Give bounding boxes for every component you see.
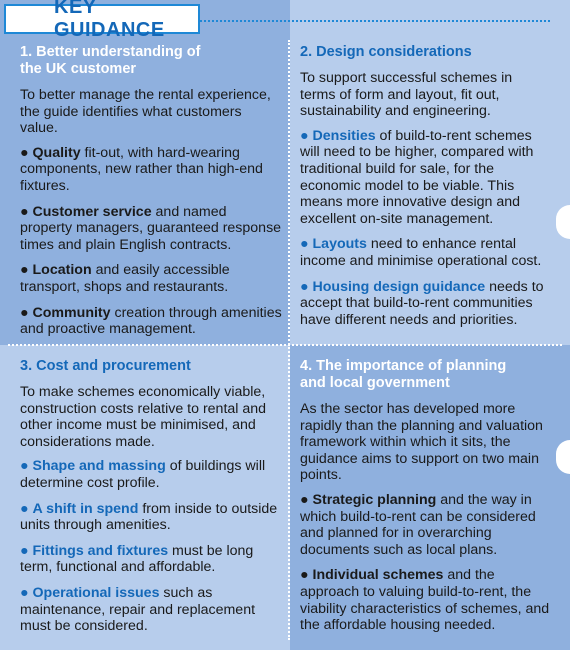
bullet-item: ● Fittings and fixtures must be long term, functional and affordable. [20,542,254,576]
bullet-item: ● Shape and massing of buildings will determine cost profile. [20,458,266,491]
bullet-item: ● Strategic planning and the way in which build-to-rent can be considered and planned for in overarching documents such as local plans. [300,491,536,558]
bullet-item: ● Layouts need to enhance rental income and minimise operational cost. [300,236,542,269]
header-dotted-rule [200,20,550,22]
section-planning [300,358,550,643]
section-design [300,44,550,337]
bullet-item: ● Operational issues such as maintenance, repair and replacement must be considered. [20,584,256,635]
vertical-divider [288,40,290,640]
section-intro: To better manage the rental experience, the guide identifies what customers value. [20,87,271,137]
section-title: 2. Design considerations [300,44,472,60]
section-cost [20,358,282,644]
bullet-item: ● Densities of build-to-rent schemes will need to be higher, compared with traditional build for sale, for the economic model to be viable. This means more innovative design and excellent on-site management. [300,127,534,227]
bullet-item: ● A shift in spend from inside to outside units through amenities. [20,500,278,534]
header-tab [4,0,200,41]
section-intro: As the sector has developed more rapidly than the planning and valuation framework within which it sits, the guidance aims to support on two main points. [300,401,543,484]
section-customer [20,44,282,347]
bullet-item: ● Housing design guidance needs to accept that build-to-rent communities have different needs and priorities. [300,278,544,328]
section-title: 1. Better understanding of the UK customer [20,44,201,77]
bullet-item: ● Quality fit-out, with hard-wearing components, new rather than high-end fixtures. [20,144,263,194]
bullet-item: ● Individual schemes and the approach to valuing build-to-rent, the viability characteristics of schemes, and the affordable housing needed. [300,567,550,634]
bullet-item: ● Customer service and named property managers, guaranteed response times and plain English contracts. [20,203,282,253]
bullet-item: ● Community creation through amenities and proactive management. [20,304,282,338]
section-intro: To make schemes economically viable, construction costs relative to rental and other income must be minimised, and considerations made. [20,384,267,450]
section-title: 4. The importance of planning and local government [300,358,507,391]
header-title: KEY GUIDANCE [54,0,165,41]
section-title: 3. Cost and procurement [20,358,191,374]
bullet-item: ● Location and easily accessible transport, shops and restaurants. [20,262,230,295]
section-intro: To support successful schemes in terms of form and layout, fit out, sustainability and engineering. [300,70,513,120]
